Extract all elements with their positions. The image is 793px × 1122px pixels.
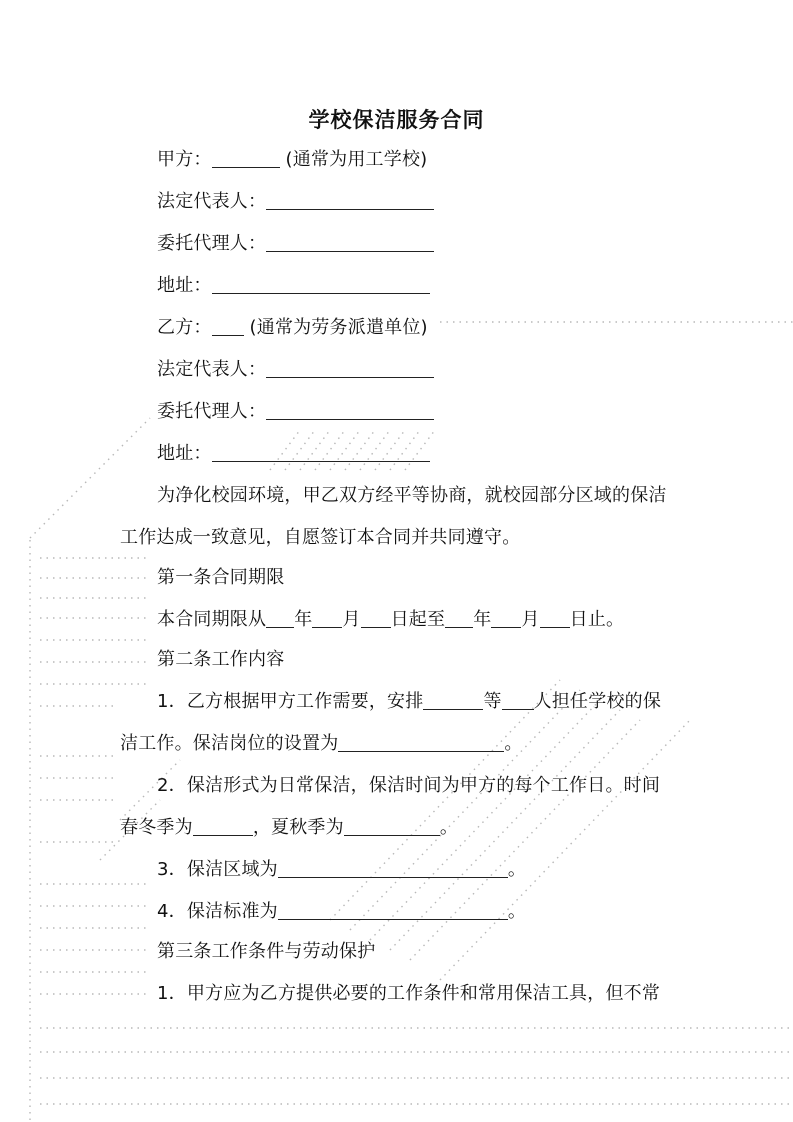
party-a-address-line [157,274,430,298]
party-b-agent-label: 委托代理人： [157,401,267,422]
party-b-agent-blank[interactable] [266,401,434,420]
year-label: 年 [294,609,313,630]
item-1-text-b: 等 [483,691,502,712]
article-3-heading: 第三条工作条件与劳动保护 [157,941,376,962]
party-a-legal-rep-blank[interactable] [266,191,434,210]
party-a-address-label: 地址： [157,275,212,296]
start-month-blank[interactable] [312,609,342,628]
end-year-blank[interactable] [445,609,473,628]
post-setting-blank[interactable] [338,733,504,752]
item-4-text-a: 4．保洁标准为 [157,901,278,922]
party-b-legal-rep-blank[interactable] [266,359,434,378]
staff-type-blank[interactable] [423,691,483,710]
party-a-blank[interactable] [212,149,280,168]
article-1-heading: 第一条合同期限 [157,567,285,588]
item-1-text-e: 。 [504,733,523,754]
party-b-legal-rep-line [157,358,434,382]
article-2-item-2-cont [120,816,458,840]
party-b-blank[interactable] [212,317,244,336]
party-b-label: 乙方： [157,317,212,338]
start-day-blank[interactable] [361,609,391,628]
start-year-blank[interactable] [266,609,294,628]
party-a-legal-rep-label: 法定代表人： [157,191,267,212]
day-to-label: 日起至 [390,609,446,630]
item-1-text-c: 人担任学校的保 [533,691,662,712]
item-1-text-a: 1．乙方根据甲方工作需要，安排 [157,691,424,712]
party-b-address-blank[interactable] [212,443,430,462]
party-a-agent-blank[interactable] [266,233,434,252]
item-1-text-d: 洁工作。保洁岗位的设置为 [120,733,339,754]
party-b-line [157,316,428,340]
party-a-agent-line [157,232,434,256]
end-day-label: 日止。 [569,609,625,630]
summer-autumn-hours-blank[interactable] [344,817,440,836]
article-2-item-3-line [157,858,526,882]
item-3-text-a: 3．保洁区域为 [157,859,278,880]
article-1-term-line [157,608,624,632]
article-2-item-4-line [157,900,526,924]
article-3-item-1-line: 1．甲方应为乙方提供必要的工作条件和常用保洁工具，但不常 [157,983,661,1004]
term-from-label: 本合同期限从 [157,609,267,630]
staff-count-blank[interactable] [502,691,534,710]
item-3-text-b: 。 [507,859,527,880]
party-b-agent-line [157,400,434,424]
party-b-address-label: 地址： [157,443,212,464]
article-2-item-1-line [157,690,661,714]
end-month-label: 月 [521,609,540,630]
party-a-agent-label: 委托代理人： [157,233,267,254]
party-a-address-blank[interactable] [212,275,430,294]
cleaning-area-blank[interactable] [278,859,508,878]
article-2-item-1-cont [120,732,523,756]
item-4-text-b: 。 [507,901,527,922]
party-a-label: 甲方： [157,149,212,170]
party-b-legal-rep-label: 法定代表人： [157,359,267,380]
item-2-text-d: 。 [439,817,459,838]
document-title: 学校保洁服务合同 [308,108,485,132]
month-label: 月 [342,609,361,630]
article-2-item-2-line: 2．保洁形式为日常保洁，保洁时间为甲方的每个工作日。时间 [157,775,661,796]
party-a-note: (通常为用工学校) [285,149,428,170]
end-month-blank[interactable] [491,609,521,628]
item-2-text-b: 春冬季为 [120,817,193,838]
party-b-note: (通常为劳务派遣单位) [249,317,428,338]
article-2-heading: 第二条工作内容 [157,649,285,670]
party-b-address-line [157,442,430,466]
intro-line-1: 为净化校园环境，甲乙双方经平等协商，就校园部分区域的保洁 [157,485,667,506]
party-a-line [157,148,427,172]
cleaning-standard-blank[interactable] [278,901,508,920]
end-year-label: 年 [473,609,492,630]
intro-line-2: 工作达成一致意见，自愿签订本合同并共同遵守。 [120,527,521,548]
spring-winter-hours-blank[interactable] [193,817,253,836]
party-a-legal-rep-line [157,190,434,214]
end-day-blank[interactable] [540,609,570,628]
item-2-text-c: ，夏秋季为 [252,817,344,838]
